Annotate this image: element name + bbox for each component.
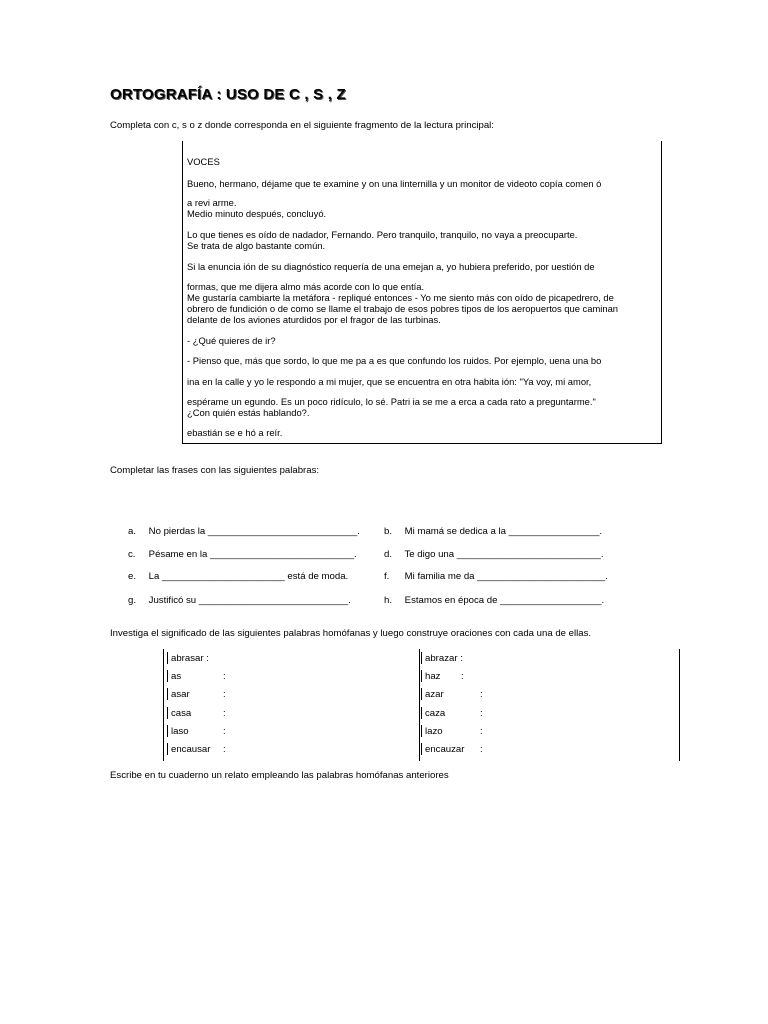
passage-line: Si la enuncia ión de su diagnóstico requería de una emejan a, yo hubiera preferido, por uestión de (187, 261, 595, 272)
item-text: Justificó su ____________________________. (148, 595, 351, 606)
item-letter: d. (384, 549, 393, 560)
page-title: ORTOGRAFÍA : USO DE C , S , Z (110, 86, 346, 103)
passage-title: VOCES (187, 156, 220, 167)
homophone-right: lazo (425, 726, 443, 737)
item-letter: b. (384, 526, 393, 537)
item-text: Pésame en la ___________________________. (148, 549, 357, 560)
sentence-item (128, 571, 348, 582)
instruction-write-story: Escribe en tu cuaderno un relato empleando las palabras homófanas anteriores (110, 770, 449, 781)
passage-line: - ¿Qué quieres de ir? (187, 335, 276, 346)
row-tick (167, 743, 168, 755)
row-tick (421, 688, 422, 700)
item-text: Estamos en época de ___________________. (404, 595, 605, 606)
homophones-table (163, 649, 680, 761)
colon: : (223, 726, 226, 737)
column-divider (419, 649, 420, 761)
row-tick (167, 688, 168, 700)
colon: : (480, 708, 483, 719)
passage-line: formas, que me dijera almo más acorde con lo que entía. (187, 281, 425, 292)
passage-line: obrero de fundición o de como se llame el trabajo de esos pobres tipos de los aeropuertos que caminan (187, 303, 618, 314)
sentence-item (384, 571, 608, 582)
homophone-right: caza (425, 708, 446, 719)
item-letter: c. (128, 549, 136, 560)
item-letter: e. (128, 571, 137, 582)
instruction-homophones: Investiga el significado de las siguientes palabras homófanas y luego construye oraciones con cada una de ellas. (110, 628, 592, 639)
row-tick (167, 652, 168, 664)
colon: : (480, 744, 483, 755)
row-tick (167, 725, 168, 737)
passage-line: delante de los aviones aturdidos por el fragor de las turbinas. (187, 314, 441, 325)
passage-box (182, 141, 662, 444)
passage-line: a revi arme. (187, 197, 237, 208)
homophone-left: laso (171, 726, 189, 737)
colon: : (223, 689, 226, 700)
item-letter: g. (128, 595, 137, 606)
instruction-fill-letters: Completa con c, s o z donde corresponda en el siguiente fragmento de la lectura principal: (110, 120, 494, 131)
row-tick (167, 707, 168, 719)
homophone-right: haz (425, 671, 441, 682)
item-text: La _______________________ está de moda. (148, 571, 349, 582)
item-text: Mi familia me da ________________________. (404, 571, 608, 582)
sentence-item (128, 595, 351, 606)
passage-line: ebastián se e hó a reír. (187, 427, 283, 438)
passage-line: Se trata de algo bastante común. (187, 240, 326, 251)
passage-line: Medio minuto después, concluyó. (187, 208, 327, 219)
sentence-item (384, 595, 604, 606)
row-tick (421, 670, 422, 682)
row-tick (167, 670, 168, 682)
passage-line: espérame un egundo. Es un poco ridículo, lo sé. Patri ia se me a erca a cada rato a preguntarme." (187, 396, 596, 407)
homophone-right: abrazar : (425, 653, 463, 664)
row-tick (421, 725, 422, 737)
passage-line: Me gustaría cambiarte la metáfora - repliqué entonces - Yo me siento más con oído de picapedrero, de (187, 292, 614, 303)
homophone-left: encausar (171, 744, 211, 755)
item-letter: f. (384, 571, 390, 582)
homophone-right: encauzar (425, 744, 465, 755)
passage-line: ina en la calle y yo le respondo a mi mujer, que se encuentra en otra habita ión: "Ya voy, mi amor, (187, 376, 592, 387)
passage-line: ¿Con quién estás hablando?. (187, 407, 310, 418)
row-tick (421, 743, 422, 755)
homophone-left: abrasar : (171, 653, 209, 664)
item-letter: a. (128, 526, 137, 537)
sentence-item (384, 549, 604, 560)
homophone-left: asar (171, 689, 190, 700)
homophone-left: casa (171, 708, 192, 719)
colon: : (480, 726, 483, 737)
item-text: Te digo una ___________________________. (404, 549, 604, 560)
sentence-item (384, 526, 602, 537)
homophone-right: azar (425, 689, 444, 700)
colon: : (480, 689, 483, 700)
item-text: Mi mamá se dedica a la _________________. (404, 526, 603, 537)
passage-line: - Pienso que, más que sordo, lo que me pa a es que confundo los ruidos. Por ejemplo, uena una bo (187, 355, 602, 366)
item-letter: h. (384, 595, 393, 606)
colon: : (223, 708, 226, 719)
item-text: No pierdas la ____________________________. (148, 526, 360, 537)
colon: : (223, 671, 226, 682)
homophone-left: as (171, 671, 182, 682)
passage-line: Lo que tienes es oído de nadador, Fernando. Pero tranquilo, tranquilo, no vaya a preocuparte. (187, 229, 578, 240)
colon: : (461, 671, 464, 682)
sentence-item (128, 549, 357, 560)
sentence-item (128, 526, 360, 537)
passage-line: Bueno, hermano, déjame que te examine y on una linternilla y un monitor de videoto copía comen ó (187, 178, 602, 189)
row-tick (421, 652, 422, 664)
row-tick (421, 707, 422, 719)
instruction-complete-sentences: Completar las frases con las siguientes palabras: (110, 465, 320, 476)
colon: : (223, 744, 226, 755)
